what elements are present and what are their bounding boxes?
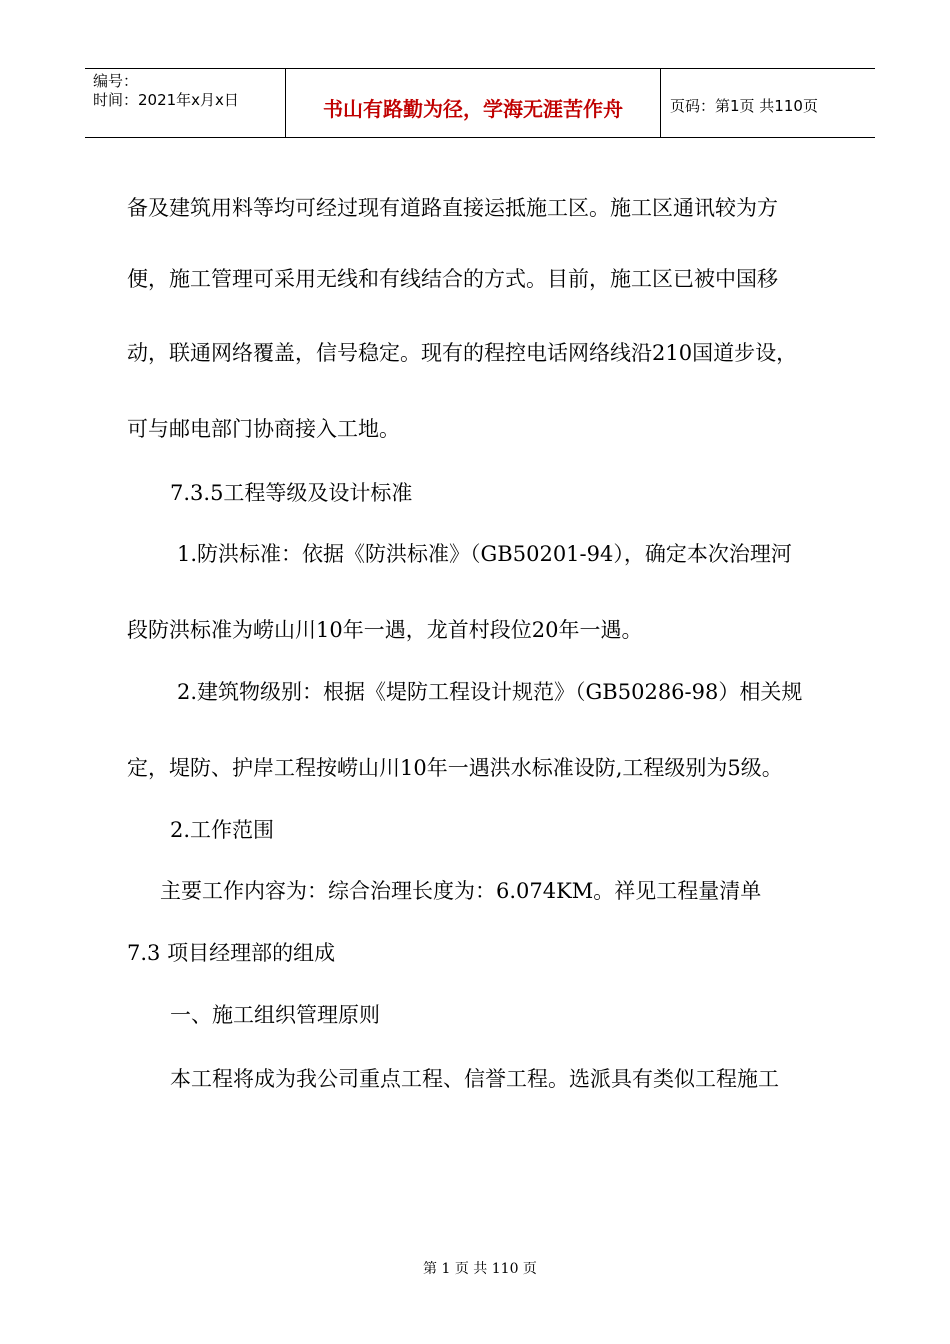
section-heading: 一、施工组织管理原则 [170, 1003, 380, 1027]
body-line: 2.建筑物级别：根据《堤防工程设计规范》（GB50286-98）相关规 [177, 680, 803, 704]
document-code-label: 编号： [93, 72, 139, 90]
section-heading: 7.3.5工程等级及设计标准 [170, 481, 413, 505]
body-line: 可与邮电部门协商接入工地。 [127, 417, 400, 441]
body-line: 定，堤防、护岸工程按崂山川10年一遇洪水标准设防,工程级别为5级。 [127, 756, 783, 780]
section-heading: 2.工作范围 [170, 818, 275, 842]
header-info-cell [85, 69, 285, 137]
page-header [85, 68, 875, 138]
page-footer: 第 1 页 共 110 页 [423, 1261, 537, 1277]
header-page-info: 页码：第1页 共110页 [670, 97, 818, 115]
body-line: 1.防洪标准：依据《防洪标准》（GB50201-94），确定本次治理河 [177, 542, 792, 566]
header-motto: 书山有路勤为径，学海无涯苦作舟 [323, 97, 623, 121]
body-line: 主要工作内容为：综合治理长度为：6.074KM。祥见工程量清单 [160, 879, 762, 903]
body-line: 动，联通网络覆盖，信号稳定。现有的程控电话网络线沿210国道步设， [127, 341, 798, 365]
body-line: 备及建筑用料等均可经过现有道路直接运抵施工区。施工区通讯较为方 [127, 196, 778, 220]
body-line: 便，施工管理可采用无线和有线结合的方式。目前，施工区已被中国移 [127, 267, 778, 291]
section-heading: 7.3 项目经理部的组成 [127, 941, 336, 965]
body-line: 本工程将成为我公司重点工程、信誉工程。选派具有类似工程施工 [170, 1067, 779, 1091]
header-page-cell [660, 69, 875, 137]
document-time-label: 时间：2021年x月x日 [93, 91, 239, 109]
header-motto-cell [285, 69, 661, 137]
body-line: 段防洪标准为崂山川10年一遇，龙首村段位20年一遇。 [127, 618, 643, 642]
